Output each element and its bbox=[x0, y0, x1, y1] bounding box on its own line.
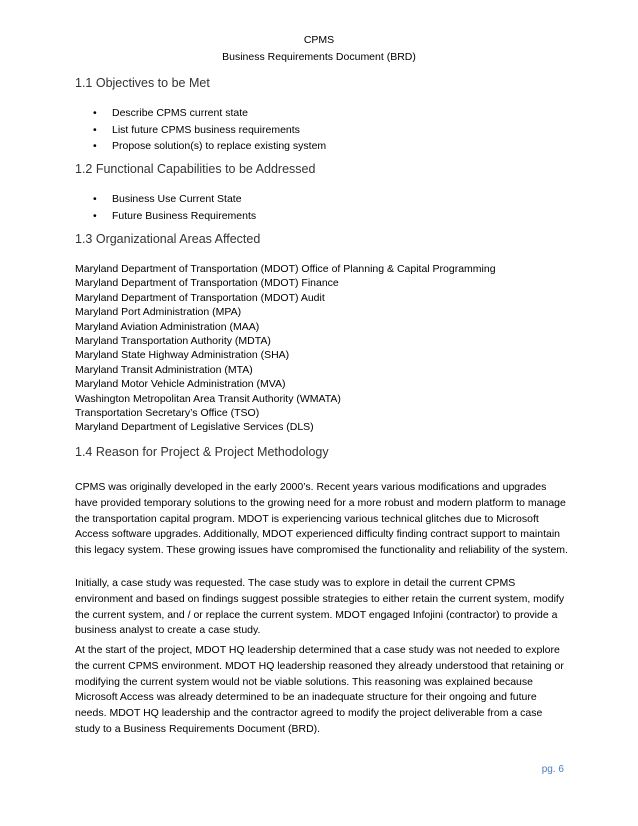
list-item bbox=[75, 105, 326, 122]
page-number: pg. 6 bbox=[541, 764, 564, 775]
org-item: Maryland State Highway Administration (SHA) bbox=[75, 349, 290, 362]
paragraph: Initially, a case study was requested. The case study was to explore in detail the current CPMS environment and based on findings suggest possible strategies to either retain the current system, modify the current system, and / or replace the current system. MDOT engaged Infojini (contractor) to provide a business analyst to create a case study. bbox=[75, 577, 565, 637]
bullet-icon: • bbox=[93, 193, 97, 205]
list-item bbox=[75, 122, 326, 139]
objectives-list bbox=[75, 105, 326, 155]
org-item: Maryland Port Administration (MPA) bbox=[75, 306, 242, 319]
bullet-icon: • bbox=[93, 209, 97, 222]
org-item: Maryland Motor Vehicle Administration (MVA) bbox=[75, 378, 286, 391]
org-item: Maryland Transportation Authority (MDTA) bbox=[75, 334, 271, 347]
header-subtitle: Business Requirements Document (BRD) bbox=[222, 51, 416, 63]
organizations-list bbox=[75, 262, 496, 435]
section-heading-1-1: 1.1 Objectives to be Met bbox=[75, 76, 210, 90]
paragraph: CPMS was originally developed in the early 2000’s. Recent years various modifications and upgrades have provided temporary solutions to the growing need for a more robust and modern platform to manage the transportation capital program. MDOT is experiencing various technical glitches due to Microsoft Access software upgrades. Additionally, MDOT experienced difficulty finding contract support to maintain this legacy system. These growing issues have compromised the functionality and reliability of the system. bbox=[75, 481, 568, 557]
section-heading-1-2: 1.2 Functional Capabilities to be Addressed bbox=[75, 162, 316, 176]
bullet-icon: • bbox=[93, 140, 97, 152]
bullet-icon: • bbox=[93, 123, 97, 136]
header-title: CPMS bbox=[303, 34, 335, 46]
section-heading-1-4: 1.4 Reason for Project & Project Methodology bbox=[75, 445, 329, 459]
org-item: Maryland Transit Administration (MTA) bbox=[75, 363, 253, 376]
org-item: Maryland Aviation Administration (MAA) bbox=[75, 320, 260, 333]
list-item-text: Describe CPMS current state bbox=[112, 107, 248, 119]
org-item: Maryland Department of Transportation (MDOT) Audit bbox=[75, 291, 325, 304]
paragraph: At the start of the project, MDOT HQ leadership determined that a case study was not needed to explore the current CPMS environment. MDOT HQ leadership reasoned they already understood that retaining or modifying the current system would not be viable solutions. This reasoning was explained because Microsoft Access was already determined to be an inadequate structure for their ongoing and future needs. MDOT HQ leadership and the contractor agreed to modify the project deliverable from a case study to a Business Requirements Document (BRD). bbox=[75, 644, 564, 735]
list-item bbox=[75, 138, 326, 155]
org-item: Washington Metropolitan Area Transit Authority (WMATA) bbox=[75, 392, 341, 405]
org-item: Transportation Secretary’s Office (TSO) bbox=[75, 406, 260, 419]
list-item-text: Propose solution(s) to replace existing system bbox=[112, 140, 327, 152]
capabilities-list bbox=[75, 191, 256, 224]
list-item-text: Future Business Requirements bbox=[112, 209, 257, 222]
org-item: Maryland Department of Transportation (MDOT) Office of Planning & Capital Programming bbox=[75, 263, 496, 275]
org-item: Maryland Department of Transportation (MDOT) Finance bbox=[75, 277, 339, 290]
list-item-text: Business Use Current State bbox=[112, 193, 242, 205]
list-item bbox=[75, 208, 256, 225]
section-heading-1-3: 1.3 Organizational Areas Affected bbox=[75, 232, 261, 246]
list-item bbox=[75, 191, 256, 208]
bullet-icon: • bbox=[93, 107, 97, 119]
org-item: Maryland Department of Legislative Services (DLS) bbox=[75, 421, 314, 434]
list-item-text: List future CPMS business requirements bbox=[112, 123, 300, 136]
